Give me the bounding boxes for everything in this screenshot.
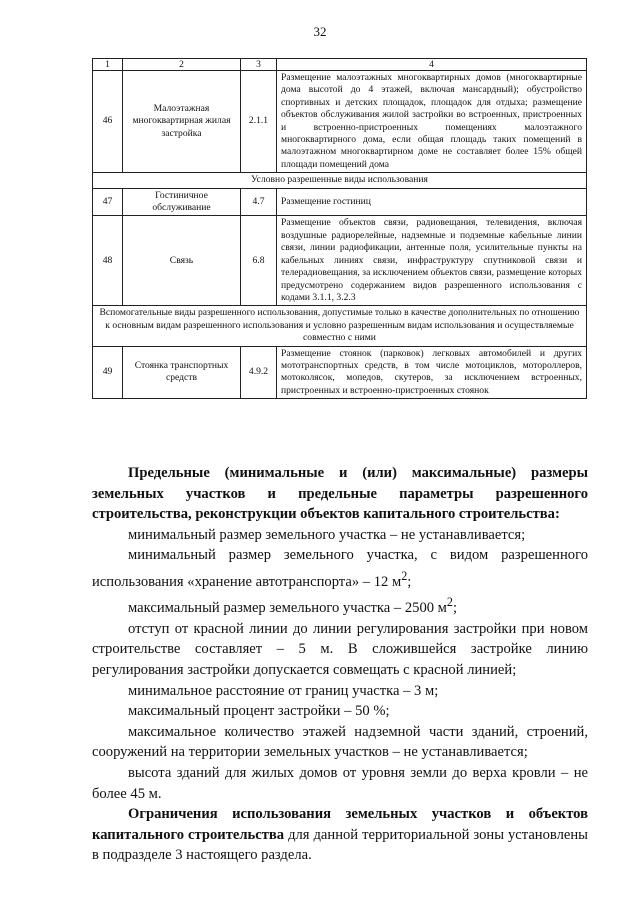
paragraph-text: максимальный размер земельного участка – 2500 м [128, 600, 447, 617]
row-number: 47 [93, 188, 123, 216]
body-text [92, 463, 588, 866]
paragraph: отступ от красной линии до линии регулирования застройки при новом строительстве составляет – 5 м. В сложившейся застройке линию регулирования застройки допускается совмещать с красной линией; [92, 620, 588, 679]
column-header: 1 [93, 59, 123, 71]
paragraph: максимальное количество этажей надземной части зданий, строений, сооружений на территории земельных участков – не устанавливается; [92, 723, 588, 761]
use-type-code: 4.9.2 [241, 346, 277, 399]
paragraph [92, 545, 588, 592]
paragraph: максимальный процент застройки – 50 %; [128, 703, 390, 720]
section-title-conditional: Условно разрешенные виды использования [93, 173, 587, 188]
use-type-description: Размещение гостиниц [277, 188, 587, 216]
paragraph: высота зданий для жилых домов от уровня земли до верха кровли – не более 45 м. [92, 765, 588, 802]
column-header: 3 [241, 59, 277, 71]
row-number: 46 [93, 71, 123, 173]
table-row [93, 216, 587, 306]
row-number: 48 [93, 216, 123, 306]
table-row [93, 188, 587, 216]
section-row [93, 306, 587, 346]
column-header: 2 [123, 59, 241, 71]
paragraph [92, 592, 588, 618]
superscript: 2 [446, 595, 453, 610]
paragraph-text: ; [453, 600, 458, 617]
section-heading: Предельные (минимальные и (или) максимальные) размеры земельных участков и предельные параметры разрешенного строительства, реконструкции объектов капитального строительства: [92, 465, 588, 523]
use-type-code: 2.1.1 [241, 71, 277, 173]
table-row [93, 71, 587, 173]
paragraph [92, 804, 588, 866]
use-type-description: Размещение стоянок (парковок) легковых автомобилей и других мототранспортных средств, в том числе мотоциклов, мотороллеров, мотоколясок, мопедов, скутеров, за исключением встроенных, пристроенных и встроенно-пристроенных стоянок [277, 346, 587, 399]
paragraph-text: для данной территориальной зоны установлены в подразделе 3 настоящего раздела. [92, 826, 588, 864]
land-use-table [92, 58, 587, 399]
use-type-code: 6.8 [241, 216, 277, 306]
paragraph: минимальное расстояние от границ участка – 3 м; [128, 682, 439, 699]
column-header: 4 [277, 59, 587, 71]
use-type-name: Связь [123, 216, 241, 306]
table-row [93, 346, 587, 399]
superscript: 2 [401, 568, 408, 583]
paragraph-bold-text: Ограничения использования земельных участков и объектов капитального строительства [92, 806, 588, 843]
use-type-description: Размещение объектов связи, радиовещания, телевидения, включая воздушные радиорелейные, надземные и подземные кабельные линии связи, линии радиофикации, антенные поля, усилительные пункты на кабельных линиях связи, инфраструктуру спутниковой связи и телерадиовещания, за исключением объектов связи, размещение которых предусмотрено содержанием видов разрешенного использования с кодами 3.1.1, 3.2.3 [277, 216, 587, 306]
paragraph: минимальный размер земельного участка – не устанавливается; [128, 526, 526, 543]
use-type-description: Размещение малоэтажных многоквартирных домов (многоквартирные дома высотой до 4 этажей, включая мансардный); обустройство спортивных и детских площадок, площадок для отдыха; размещение объектов обслуживания жилой застройки во встроенных, пристроенных и встроенно-пристроенных помещениях малоэтажного многоквартирного дома, если общая площадь таких помещений в малоэтажном многоквартирном доме не составляет более 15% общей площади помещений дома [277, 71, 587, 173]
section-row [93, 173, 587, 188]
use-type-name: Стоянка транспортных средств [123, 346, 241, 399]
paragraph-text: минимальный размер земельного участка, с видом разрешенного использования «хранение автотранспорта» – 12 м [92, 547, 588, 590]
table-header-row [93, 59, 587, 71]
page-number: 32 [313, 24, 327, 39]
use-type-code: 4.7 [241, 188, 277, 216]
row-number: 49 [93, 346, 123, 399]
use-type-name: Гостиничное обслуживание [123, 188, 241, 216]
paragraph-text: ; [407, 573, 412, 590]
section-title-auxiliary: Вспомогательные виды разрешенного использования, допустимые только в качестве дополнительных по отношению к основным видам разрешенного использования и условно разрешенным видам использования и осуществляемые совместно с ними [93, 306, 587, 346]
use-type-name: Малоэтажная многоквартирная жилая застройка [123, 71, 241, 173]
